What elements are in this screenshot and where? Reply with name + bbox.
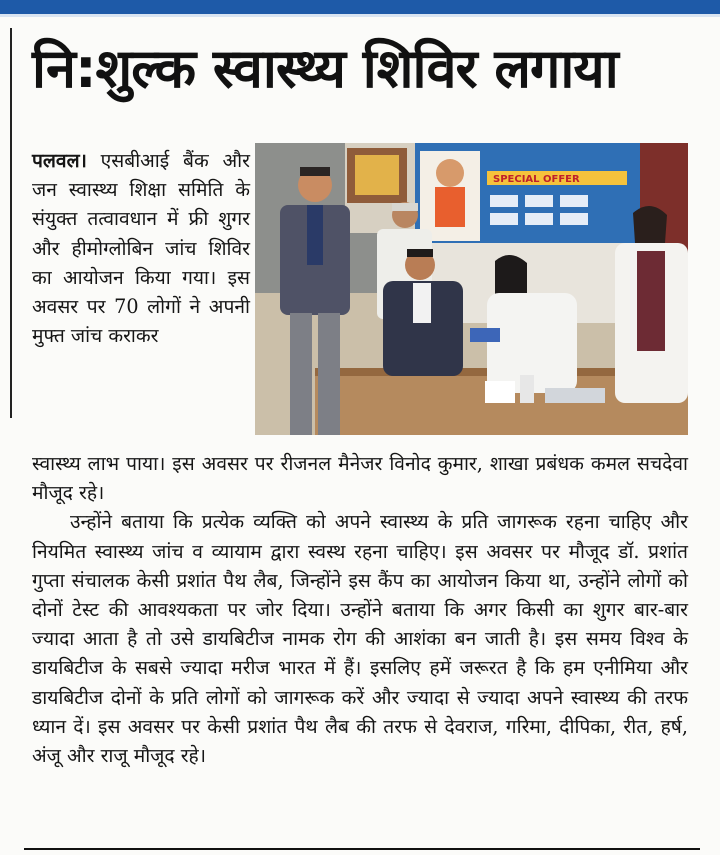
lead-text: एसबीआई बैंक और जन स्वास्थ्य शिक्षा समिति के संयुक्त तत्वावधान में फ्री शुगर और हीमोग्लोबिन जांच शिविर का आयोजन किया गया। इस अवसर पर 70 लोगों ने अपनी मुफ्त जांच कराकर: [32, 149, 250, 348]
article-headline: नि:शुल्क स्वास्थ्य शिविर लगाया: [32, 37, 618, 100]
article-body: [32, 449, 688, 770]
masthead-rule: [0, 14, 720, 17]
column-divider: [10, 28, 12, 418]
bottom-rule: [24, 848, 700, 850]
article-lead: [32, 146, 250, 350]
article-photo: [255, 143, 688, 435]
masthead-color-bar: [0, 0, 720, 14]
article-dateline: पलवल।: [32, 149, 87, 172]
article-paragraph: स्वास्थ्य लाभ पाया। इस अवसर पर रीजनल मैनेजर विनोद कुमार, शाखा प्रबंधक कमल सचदेवा मौजूद रहे।: [32, 452, 688, 505]
article-paragraph: उन्होंने बताया कि प्रत्येक व्यक्ति को अपने स्वास्थ्य के प्रति जागरूक रहना चाहिए और नियमित स्वास्थ्य जांच व व्यायाम द्वारा स्वस्थ रहना चाहिए। इस अवसर पर मौजूद डॉ. प्रशांत गुप्ता संचालक केसी प्रशांत पैथ लैब, जिन्होंने इस कैंप का आयोजन किया था, उन्होंने लोगों को दोनों टेस्ट की आवश्यकता पर जोर दिया। उन्होंने बताया कि अगर किसी का शुगर बार-बार ज्यादा आता है तो उसे डायबिटीज नामक रोग की आशंका बन जाती है। इस समय विश्व के डायबिटीज के सबसे ज्यादा मरीज भारत में हैं। इसलिए हमें जरूरत है कि हम एनीमिया और डायबिटीज दोनों के प्रति लोगों को जागरूक करें और ज्यादा से ज्यादा अपने स्वास्थ्य की तरफ ध्यान दें। इस अवसर पर केसी प्रशांत पैथ लैब की तरफ से देवराज, गरिमा, दीपिका, रीत, हर्ष, अंजू और राजू मौजूद रहे।: [32, 510, 688, 768]
banner-text: SPECIAL OFFER: [493, 174, 580, 185]
health-camp-photo: [255, 143, 688, 435]
